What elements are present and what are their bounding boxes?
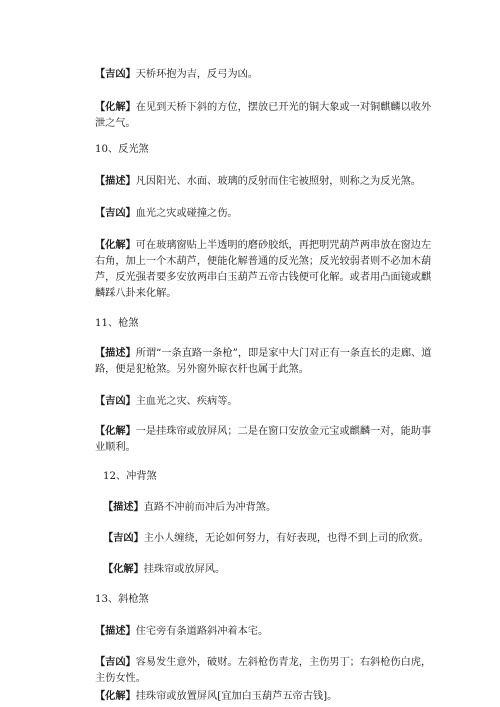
entry-tag: 【化解】 <box>103 563 144 575</box>
entry-jixiong <box>95 205 435 222</box>
entry-jixiong <box>95 393 435 410</box>
entry-text: 凡因阳光、水面、玻璃的反射而住宅被照射，则称之为反光煞。 <box>135 176 421 187</box>
entry-text: 所谓“一条直路一条枪”，即是家中大门对正有一条直长的走廊、道路，便是犯枪煞。另外窗外晾衣杆也属于此煞。 <box>95 348 432 375</box>
section-heading-10: 10、反光煞 <box>95 144 149 155</box>
entry-huajie <box>95 99 435 132</box>
entry-jixiong <box>103 530 443 547</box>
entry-miaoshu <box>95 345 435 378</box>
entry-tag: 【描述】 <box>95 347 136 359</box>
entry-text: 挂珠帘或放置屏风[宜加白玉葫芦五帝古钱]。 <box>135 691 338 702</box>
entry-tag: 【吉凶】 <box>95 207 136 219</box>
section-heading-12: 12、冲背煞 <box>103 471 157 482</box>
entry-tag: 【描述】 <box>95 625 136 637</box>
entry-text: 血光之灾或碰撞之伤。 <box>135 208 238 219</box>
entry-miaoshu <box>95 623 435 640</box>
entry-text: 容易发生意外，破财。左斜枪伤青龙，主伤男丁；右斜枪伤白虎，主伤女性。 <box>95 657 432 684</box>
entry-text: 主小人缠绕，无论如何努力，有好表现，也得不到上司的欣赏。 <box>143 533 429 544</box>
section-heading-13: 13、斜枪煞 <box>95 594 149 605</box>
entry-text: 天桥环抱为吉，反弓为凶。 <box>135 69 258 80</box>
entry-huajie <box>95 688 435 705</box>
entry-miaoshu <box>103 499 443 516</box>
entry-text: 挂珠帘或放屏风。 <box>143 564 226 575</box>
entry-jixiong <box>95 66 435 83</box>
entry-huajie <box>103 561 443 578</box>
entry-tag: 【化解】 <box>95 239 136 251</box>
entry-tag: 【描述】 <box>95 175 136 187</box>
entry-tag: 【吉凶】 <box>95 395 136 407</box>
section-heading-11: 11、枪煞 <box>95 318 139 329</box>
entry-miaoshu <box>95 173 435 190</box>
entry-text: 可在玻璃窗贴上半透明的磨砂胶纸，再把明咒葫芦两串放在窗边左右角，加上一个木葫芦，便能化解普通的反光煞；反光较弱者则不必加木葫芦，反光强者要多安放两串白玉葫芦五帝古钱便可化解。或者用凸面镜或麒麟踩八卦来化解。 <box>95 240 432 299</box>
entry-tag: 【吉凶】 <box>95 656 136 668</box>
entry-text: 住宅旁有条道路斜冲着本宅。 <box>135 626 269 637</box>
entry-tag: 【化解】 <box>95 690 136 702</box>
entry-tag: 【描述】 <box>103 501 144 513</box>
entry-text: 在见到天桥下斜的方位，摆放已开光的铜大象或一对铜麒麟以收外泄之气。 <box>95 102 432 129</box>
entry-text: 一是挂珠帘或放屏风；二是在窗口安放金元宝或麒麟一对，能助事业顺利。 <box>95 426 432 453</box>
entry-text: 直路不冲前而冲后为冲背煞。 <box>143 502 277 513</box>
entry-tag: 【吉凶】 <box>95 68 136 80</box>
entry-text: 主血光之灾、疾病等。 <box>135 396 238 407</box>
entry-tag: 【吉凶】 <box>103 532 144 544</box>
entry-huajie <box>95 423 435 456</box>
entry-tag: 【化解】 <box>95 425 136 437</box>
entry-jixiong <box>95 654 435 687</box>
entry-huajie <box>95 237 435 302</box>
entry-tag: 【化解】 <box>95 101 136 113</box>
